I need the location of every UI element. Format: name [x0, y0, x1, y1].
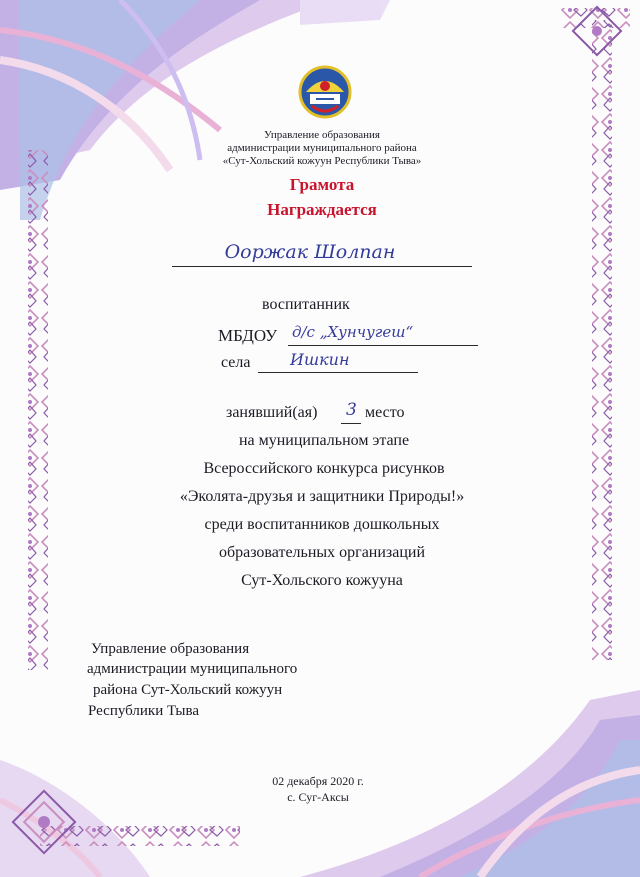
- certificate-subtitle: Награждается: [267, 200, 377, 219]
- signature-line-1: Управление образования: [91, 641, 250, 657]
- header-line-1: Управление образования: [264, 129, 380, 141]
- right-ornament-border: [592, 20, 612, 660]
- footer-place: с. Суг-Аксы: [287, 790, 349, 804]
- body-line-6: Сут-Хольского кожууна: [241, 572, 403, 589]
- name-underline: [172, 266, 472, 267]
- bottom-ornament-border: [40, 826, 240, 846]
- institution-underline: [288, 345, 478, 346]
- certificate-title: Грамота: [289, 175, 355, 194]
- body-line-1: на муниципальном этапе: [238, 432, 410, 449]
- institution-label: МБДОУ: [218, 326, 278, 345]
- left-ornament-border: [28, 150, 48, 670]
- footer-date: 02 декабря 2020 г.: [272, 774, 364, 788]
- place-underline: [341, 423, 361, 424]
- place-prefix: занявший(ая): [226, 404, 318, 421]
- body-line-3: «Эколята-друзья и защитники Природы!»: [179, 488, 465, 505]
- recipient-name: Ооржак Шолпан: [224, 241, 396, 263]
- bottom-left-stripes: [0, 760, 150, 877]
- signature-line-4: Республики Тыва: [88, 703, 200, 719]
- village-label: села: [221, 354, 251, 371]
- signature-line-2: администрации муниципального: [87, 661, 298, 677]
- tuva-emblem-icon: [298, 64, 352, 120]
- village-value: Ишкин: [290, 350, 350, 369]
- signature-line-3: района Сут-Хольский кожуун: [93, 682, 283, 698]
- body-line-2: Всероссийского конкурса рисунков: [203, 460, 445, 477]
- body-line-5: образовательных организаций: [218, 544, 426, 561]
- place-value: 3: [346, 400, 357, 420]
- header-line-3: «Сут-Хольский кожуун Республики Тыва»: [222, 155, 422, 167]
- body-line-4: среди воспитанников дошкольных: [204, 516, 440, 533]
- village-underline: [258, 372, 418, 373]
- place-suffix: место: [365, 404, 405, 421]
- institution-value: д/с „Хунчугеш“: [292, 323, 414, 341]
- top-right-ornament: [560, 8, 630, 28]
- header-line-2: администрации муниципального района: [227, 142, 417, 154]
- role-label: воспитанник: [262, 296, 350, 313]
